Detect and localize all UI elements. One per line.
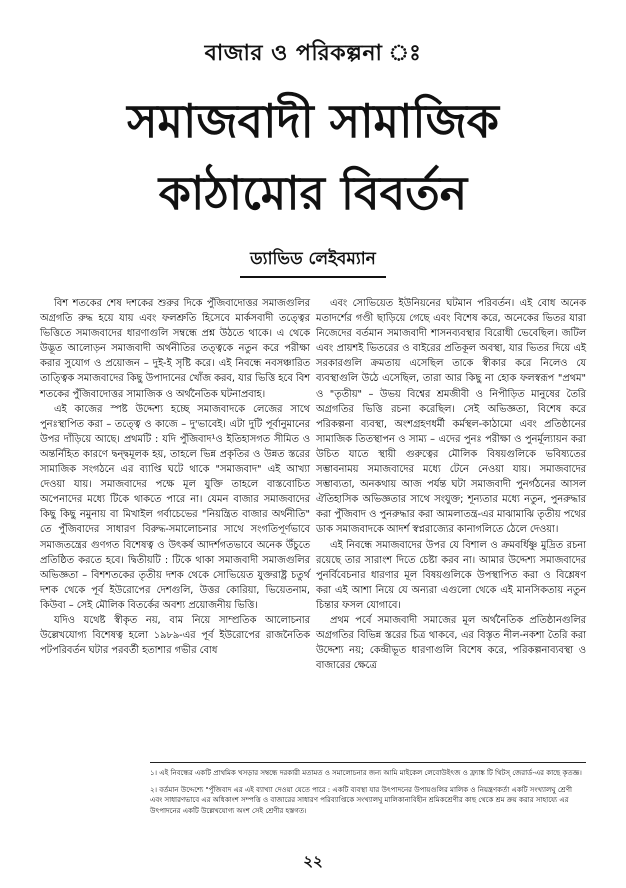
article-title-line-2: কাঠামোর বিবর্তন xyxy=(158,166,468,220)
article-title-line-1: সমাজবাদী সামাজিক xyxy=(127,94,499,148)
body-paragraph: এবং সোভিয়েত ইউনিয়নের ঘটমান পরিবর্তন। এই বোধ অনেক মতাদর্শের গণ্ডী ছাড়িয়ে গেছে এবং বিশেষ করে, অনেকের ভিতর যারা নিজেদের বর্তমান সমাজবাদী শাসনব্যবস্থার বিরোধী ভেবেছিল। জটিল এবং প্রায়শই ভিতরের ও বাইরের প্রতিকূল অবস্থা, যার ভিতর দিয়ে এই সরকারগুলি ক্রমতায় এসেছিল তাকে স্বীকার করে নিলেও যে ব্যবস্থাগুলি উঠে এসেছিল, তারা আর কিছু না হোক ফলস্বরূপ "প্রথম" ও "তৃতীয়" – উভয় বিশ্বের শ্রমজীবী ও নিপীড়িত মানুষের তৈরি অগ্রগতির ভিত্তি রচনা করেছিল। সেই অভিজ্ঞতা, বিশেষ করে পরিকল্পনা ব্যবস্থা, অংশগ্রহণধর্মী কর্মস্থল-কাঠামো এবং প্রতিষ্ঠানের সামাজিক তিতস্থাপন ও সাম্য – এদের পুনঃ পরীক্ষা ও পুনর্মূল্যায়ন করা উচিত যাতে স্থায়ী গুরুত্বের মৌলিক বিষয়গুলিকে ভবিষ্যতের সম্ভাবনাময় সমাজবাদের মধ্যে টেনে নেওয়া যায়। সমাজবাদের সম্ভাব্যতা, অনকথায় আজ পর্যন্ত ঘটা সমাজবাদী পুনর্গঠনের আসল ঐতিহাসিক অভিজ্ঞতার সাথে সংযুক্ত; শূন্যতার মধ্যে নতুন, পুনরুদ্ধার করা পুঁজিবাদ ও পুনরুদ্ধার করা আমলাতন্ত্র-এর মাঝামাঝি তৃতীয় পথের ডাক সমাজবাদকে আদর্শ স্বপ্নরাজ্যের কানাগলিতে ঠেলে দেওয়া। xyxy=(316,298,586,536)
body-paragraph: এই কাজের স্পষ্ট উদ্দেশ্য হচ্ছে সমাজবাদকে লেজের সাথে পুনঃস্থাপিত করা – তত্ত্বে ও কাজে – দু'ভাবেই। এটা দুটি পূর্বানুমানের উপর দাঁড়িয়ে আছে। প্রথমটি : যদি পুঁজিবাদ¹ও ইতিহাসগত সীমিত ও অন্তর্নিহিত কারণে দ্বন্দ্বমূলক হয়, তাহলে ভিন্ন প্রকৃতির ও উন্নত স্তরের সামাজিক সংগঠনে এর ব্যাপ্তি ঘটে থাকে "সমাজবাদ" এই আখ্যা দেওয়া যায়। সমাজবাদের পক্ষে মূল যুক্তি তাহলে বাস্তবোচিত অপেনাদের মধ্যে টিকে থাকতে পারে না। যেমন বাজার সমাজবাদের কিছু কিছু নমুনায় বা মিখাইল গর্বাচেভের "নিয়ন্ত্রিত বাজার অর্থনীতি" তে পুঁজিবাদের সাধারণ বিরুদ্ধ-সমালোচনার সাথে সংগতিপূর্ণভাবে সমাজতন্ত্রের গুণগত বিশেষত্ব ও উৎকর্ষ আদর্শগতভাবে অনেক উঁচুতে প্রতিষ্ঠিত করতে হবে। দ্বিতীয়টি : টিকে থাকা সমাজবাদী সমাজগুলির অভিজ্ঞতা – বিশশতকের তৃতীয় দশক থেকে সোভিয়েত যুক্তরাষ্ট্র চতুর্থ দশক থেকে পূর্ব ইউরোপের দেশগুলি, উত্তর কোরিয়া, ভিয়েতনাম, কিউবা – সেই মৌলিক বিতর্কের অবশ্য প্রয়োজনীয় ভিত্তি। xyxy=(40,403,310,611)
footnote-divider xyxy=(150,762,586,763)
body-column-left xyxy=(40,296,310,658)
author-name: ড্যাভিড লেইবম্যান xyxy=(250,249,376,269)
footnotes xyxy=(150,768,586,822)
series-title: বাজার ও পরিকল্পনা ঃ xyxy=(204,41,422,66)
body-paragraph: যদিও যথেষ্ট স্বীকৃত নয়, বাম নিয়ে সাম্প্রতিক আলোচনার উল্লেখযোগ্য বিশেষত্ব হলো ১৯৮৯-এর পূর্ব ইউরোপের রাজনৈতিক পটপরিবর্তন ঘটার পরবর্তী হতাশার গভীর বোধ xyxy=(40,614,310,657)
body-column-right xyxy=(316,296,586,673)
footnote-2: ২। বর্তমান উদ্দেশ্যে "পুঁজিবাদ এর এই ব্যাখ্যা দেওয়া যেতে পারে : একটি ব্যবস্থা যার উৎপাদনের উপায়গুলির মালিক ও নিয়ন্ত্রণকর্তা একটি সংখ্যালঘু শ্রেণী এবং সাধারণভাবে এর অধিকাংশ সম্পত্তি ও বাজারের সাধারণ পরিব্যাপ্তিকে সংখ্যালঘু মালিকানাবিহীন শ্রমিকশ্রেণীর কাছ থেকে শ্রম ক্রয় করার সাহায্যে এর উৎপাদনের একটি উল্লেখযোগ্য অংশ সেই শ্রেণীর হস্তগত। xyxy=(150,785,572,815)
body-paragraph: বিশ শতকের শেষ দশকের শুরুর দিকে পুঁজিবাদোত্তর সমাজগুলির অগ্রগতি রুদ্ধ হয়ে যায় এবং ফলশ্রুতি হিসেবে মার্কসবাদী তত্ত্বের ভিত্তিতে সমাজবাদের ধারণাগুলি সম্বন্ধে প্রশ্ন উঠতে থাকে। এ থেকে উদ্ভূত আলোড়ন সমাজবাদী অর্থনীতির তত্ত্বকে নতুন করে পরীক্ষা করার সুযোগ ও প্রয়োজন – দুই-ই সৃষ্টি করে। এই নিবন্ধে নবসঞ্চারিত তাত্ত্বিক সমাজবাদের কিছু উপাদানের খোঁজ করব, যার ভিত্তি হবে বিশ শতকের পুঁজিবাদোত্তর সামাজিক ও অর্থনৈতিক ঘটনাপ্রবাহ। xyxy=(40,298,310,400)
author-underline xyxy=(240,276,386,278)
footnote-1: ১। এই নিবন্ধের একটি প্রাথমিক খসড়ার সম্বন্ধে দরকারী মতামত ও সমালোচনার জন্য আমি মাইকেল লেবোউইৎজ ও ফ্র্যাঙ্ক টি থিটস্ জেরার্ড-এর কাছে কৃতজ্ঞ। xyxy=(150,769,582,777)
page-number: ২২ xyxy=(303,852,323,870)
body-paragraph: প্রথম পর্বে সমাজবাদী সমাজের মূল অর্থনৈতিক প্রতিষ্ঠানগুলির অগ্রগতির বিভিন্ন স্তরের চিত্র থাকবে, এর বিস্তৃত নীল-নকশা তৈরি করা উদ্দেশ্য নয়; কেন্দ্রীভূত ধারণাগুলি বিশেষ করে, পরিকল্পনাব্যবস্থা ও বাজারের ক্ষেত্রে xyxy=(316,614,586,672)
body-paragraph: এই নিবন্ধে সমাজবাদের উপর যে বিশাল ও ক্রমবর্ধিষ্ণু মুদ্রিত রচনা রয়েছে তার সারাংশ দিতে চেষ্টা করব না। আমার উদ্দেশ্য সমাজবাদের পুনর্বিবেচনার ধারণার মূল বিষয়গুলিকে উপস্থাপিত করা ও বিশ্লেষণ করা এই আশা নিয়ে যে অন্যরা এগুলো থেকে এই মানসিকতায় নতুন চিন্তার ফসল যোগাবে। xyxy=(316,539,586,611)
